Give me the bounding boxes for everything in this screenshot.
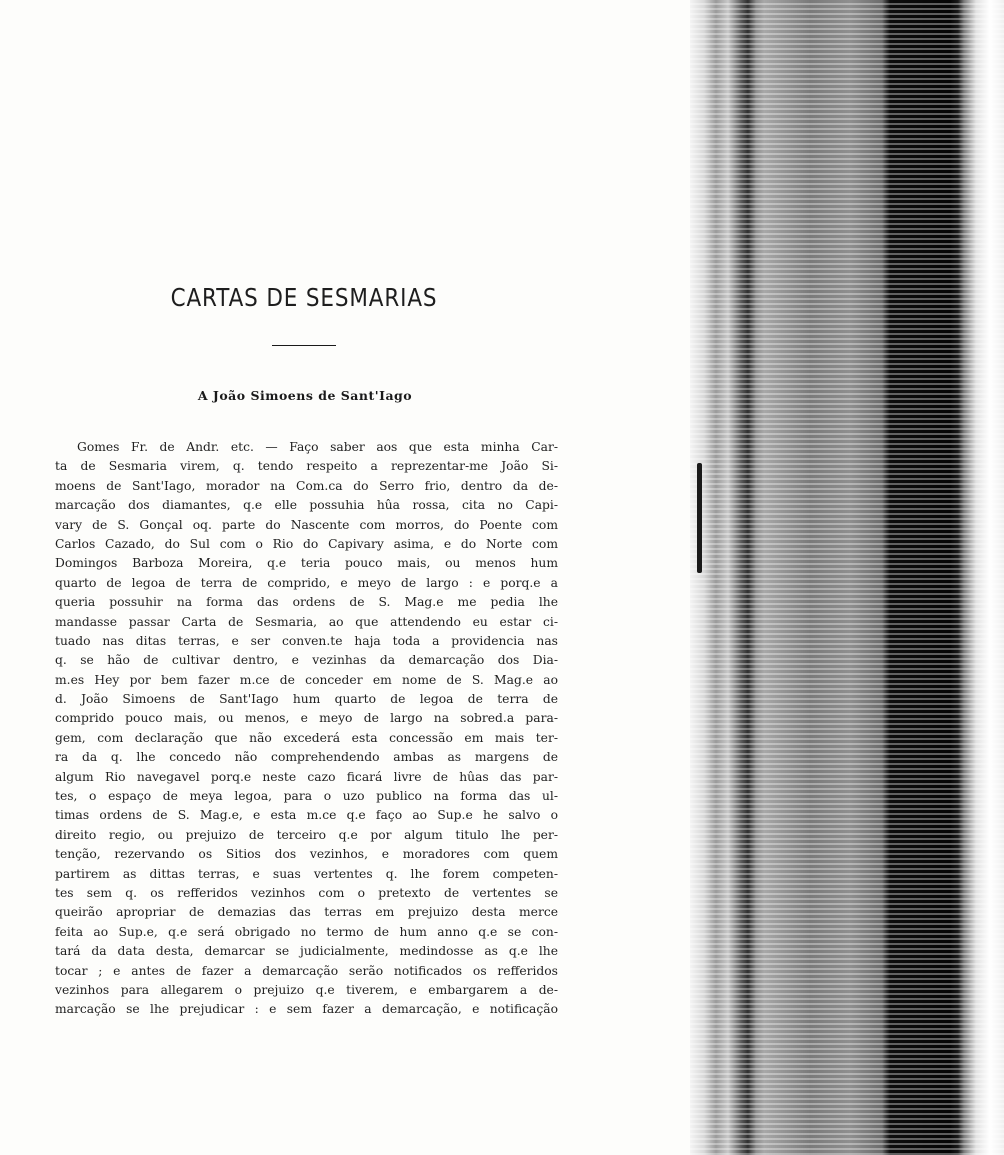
text-line: comprido pouco mais, ou menos, e meyo de largo na sobred.a para- <box>55 711 558 726</box>
text-line: timas ordens de S. Mag.e, e esta m.ce q.e faço ao Sup.e he salvo o <box>55 808 558 823</box>
text-line: Domingos Barboza Moreira, q.e teria pouco mais, ou menos hum <box>55 556 558 571</box>
text-line: vezinhos para allegarem o prejuizo q.e tiverem, e embargarem a de- <box>55 982 558 997</box>
text-line: Gomes Fr. de Andr. etc. — Faço saber aos que esta minha Car- <box>77 440 558 454</box>
section-heading: A João Simoens de Sant'Iago <box>197 388 413 403</box>
title-divider <box>272 345 336 346</box>
scanned-page-edge <box>690 0 1004 1155</box>
text-line: d. João Simoens de Sant'Iago hum quarto de legoa de terra de <box>55 692 558 707</box>
text-line: vary de S. Gonçal oq. parte do Nascente com morros, do Poente com <box>55 517 558 532</box>
text-line: tes, o espaço de meya legoa, para o uzo publico na forma das ul- <box>55 789 558 804</box>
text-line: ta de Sesmaria virem, q. tendo respeito a reprezentar-me João Si- <box>55 459 558 474</box>
text-line: tocar ; e antes de fazer a demarcação serão notificados os refferidos <box>55 963 558 978</box>
text-line: moens de Sant'Iago, morador na Com.ca do Serro frio, dentro da de- <box>55 478 558 493</box>
scan-artifact-mark <box>697 463 702 573</box>
page-title: CARTAS DE SESMARIAS <box>170 283 438 312</box>
text-line: direito regio, ou prejuizo de terceiro q.e por algum titulo lhe per- <box>55 827 558 842</box>
text-line: tes sem q. os refferidos vezinhos com o pretexto de vertentes se <box>55 885 558 900</box>
text-line: Carlos Cazado, do Sul com o Rio do Capivary asima, e do Norte com <box>55 536 558 551</box>
text-line: marcação se lhe prejudicar : e sem fazer a demarcação, e notificação <box>55 1002 558 1017</box>
text-line: m.es Hey por bem fazer m.ce de conceder em nome de S. Mag.e ao <box>55 672 558 687</box>
text-line: mandasse passar Carta de Sesmaria, ao que attendendo eu estar ci- <box>55 614 558 629</box>
body-text <box>55 438 558 1020</box>
text-line: tenção, rezervando os Sitios dos vezinhos, e moradores com quem <box>55 847 558 862</box>
text-line: gem, com declaração que não excederá esta concessão em mais ter- <box>55 730 558 745</box>
text-line: feita ao Sup.e, q.e será obrigado no termo de hum anno q.e se con- <box>55 924 558 939</box>
text-line: queirão apropriar de demazias das terras em prejuizo desta merce <box>55 905 558 920</box>
text-line: algum Rio navegavel porq.e neste cazo ficará livre de hûas das par- <box>55 769 558 784</box>
text-line: marcação dos diamantes, q.e elle possuhia hûa rossa, cita no Capi- <box>55 498 558 513</box>
text-line: partirem as dittas terras, e suas vertentes q. lhe forem competen- <box>55 866 558 881</box>
text-line: ra da q. lhe concedo não comprehendendo ambas as margens de <box>55 750 558 765</box>
text-line: q. se hão de cultivar dentro, e vezinhas da demarcação dos Dia- <box>55 653 558 668</box>
text-line: queria possuhir na forma das ordens de S. Mag.e me pedia lhe <box>55 595 558 610</box>
text-line: tuado nas ditas terras, e ser conven.te haja toda a providencia nas <box>55 633 558 648</box>
text-line: tará da data desta, demarcar se judicialmente, medindosse as q.e lhe <box>55 944 558 959</box>
text-line: quarto de legoa de terra de comprido, e meyo de largo : e porq.e a <box>55 575 558 590</box>
